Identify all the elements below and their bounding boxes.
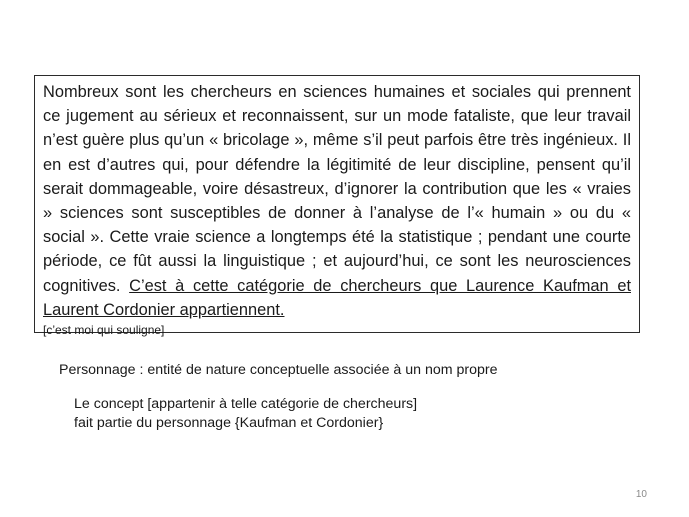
example-line-2: fait partie du personnage {Kaufman et Cordonier}: [74, 415, 384, 431]
definition-text: Personnage : entité de nature conceptuelle associée à un nom propre: [59, 362, 498, 378]
quote-box: [34, 75, 640, 338]
example-block: [74, 395, 417, 433]
quote-main-text: Nombreux sont les chercheurs en sciences humaines et sociales qui prennent ce jugement au sérieux et reconnaissent, sur un mode fataliste, que leur travail n’est guère plus qu’un « bricolage », même s’il peut parfois être très ingénieux. Il en est d’autres qui, pour défendre la légitimité de leur discipline, pensent qu’il serait dommageable, voire désastreux, d’ignorer la contribution que les « vraies » sciences sont susceptibles de donner à l’analyse de l’« humain » ou du « social ». Cette vraie science a longtemps été la statistique ; pendant une courte période, ce fût aussi la linguistique ; et aujourd’hui, ce sont les neurosciences cognitives.: [43, 83, 631, 295]
quote-paragraph: [43, 80, 631, 322]
page-number: 10: [635, 489, 647, 500]
quote-underlined-text: C’est à cette catégorie de chercheurs que Laurence Kaufman et Laurent Cordonier appartiennent.: [43, 276, 631, 319]
example-line-1: Le concept [appartenir à telle catégorie de chercheurs]: [74, 396, 418, 412]
quote-note: [c’est moi qui souligne]: [43, 323, 165, 338]
